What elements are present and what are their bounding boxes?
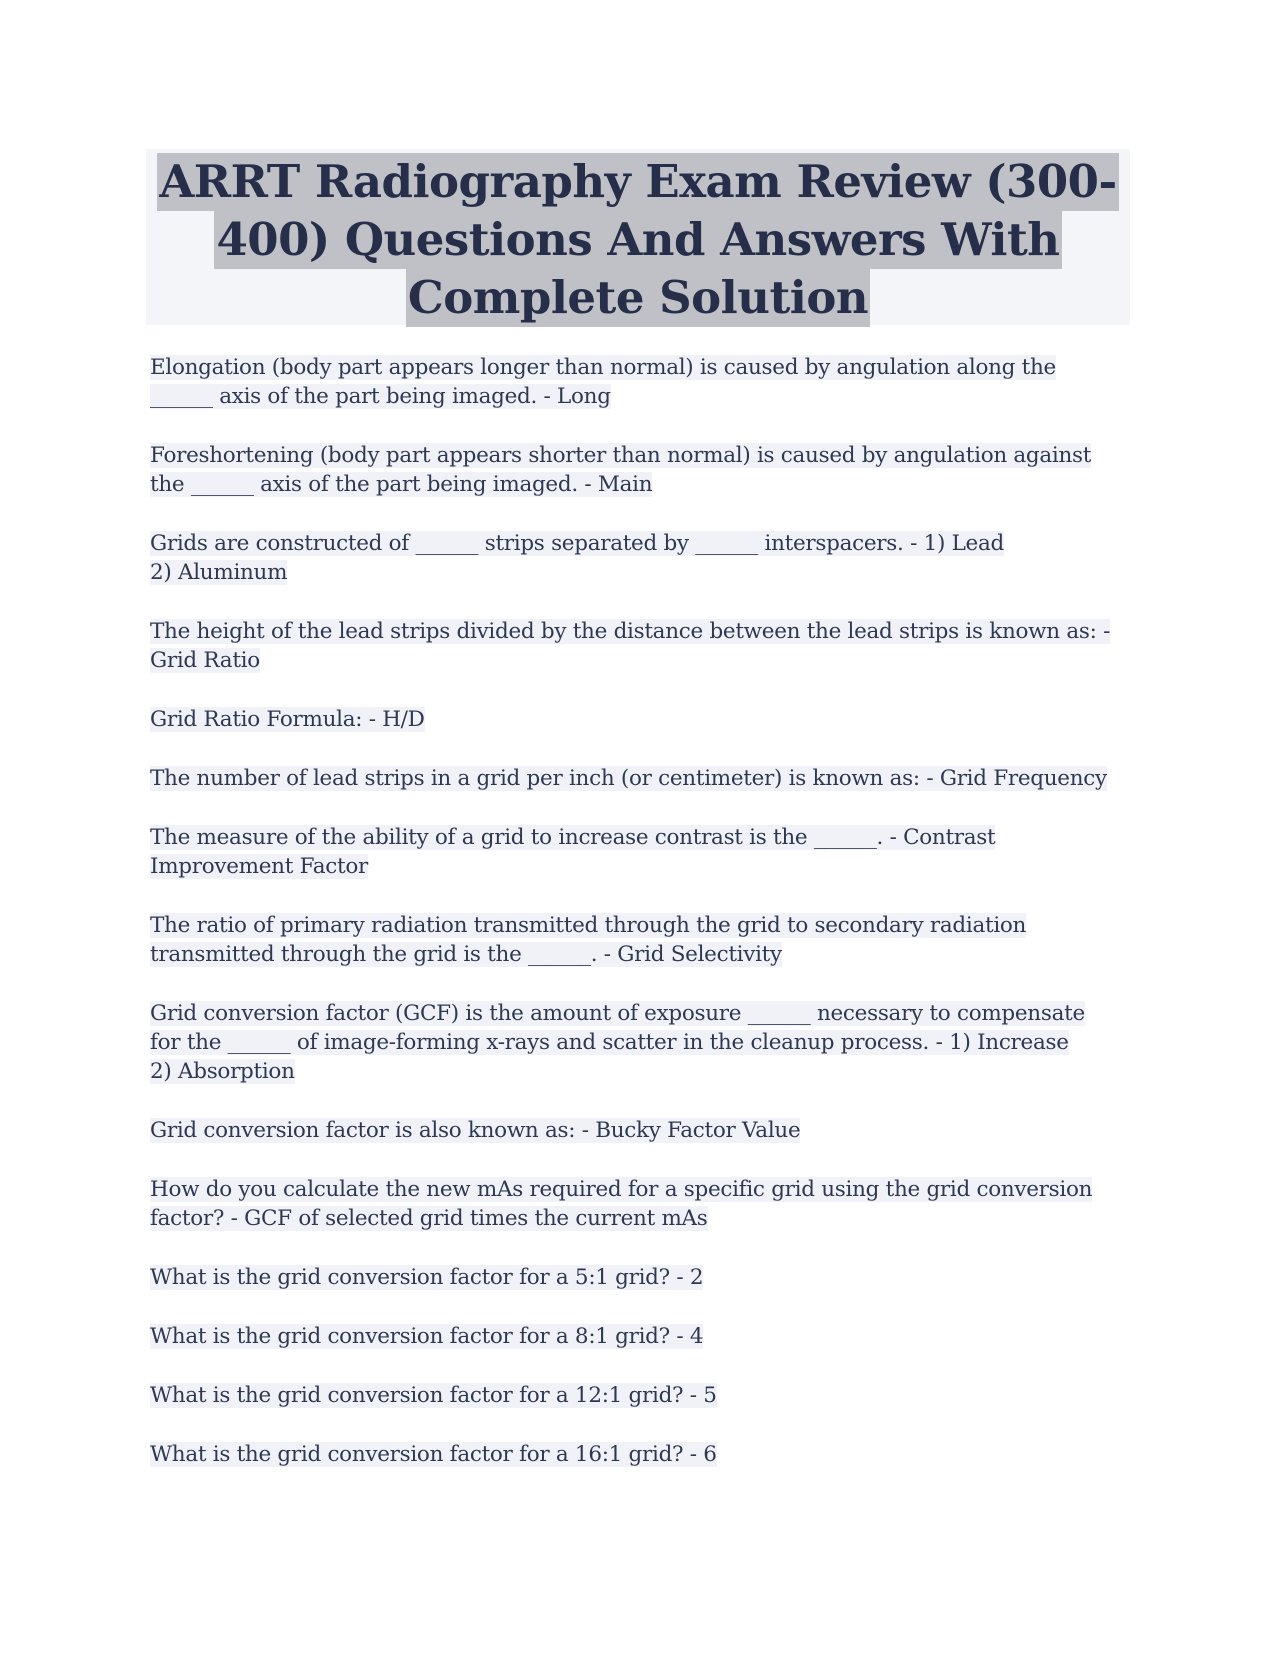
qa-item: [150, 1263, 1140, 1292]
qa-text: The ratio of primary radiation transmitted through the grid to secondary radiation transmitted through the grid is the ______. - Grid Selectivity: [150, 913, 1027, 967]
qa-item: [150, 529, 1140, 587]
qa-item: [150, 999, 1140, 1086]
qa-text: The number of lead strips in a grid per inch (or centimeter) is known as: - Grid Frequency: [150, 766, 1107, 791]
qa-item: [150, 1381, 1140, 1410]
qa-text: What is the grid conversion factor for a 8:1 grid? - 4: [150, 1324, 704, 1349]
qa-text: What is the grid conversion factor for a 5:1 grid? - 2: [150, 1265, 704, 1290]
qa-text: Grid conversion factor (GCF) is the amount of exposure ______ necessary to compensate for the ______ of image-forming x-rays and scatter in the cleanup process. - 1) Increase 2) Absorption: [150, 1001, 1085, 1084]
page-title-line-1: ARRT Radiography Exam Review (300-: [157, 153, 1118, 211]
qa-text: Foreshortening (body part appears shorter than normal) is caused by angulation against the ______ axis of the part being imaged. - Main: [150, 443, 1092, 497]
qa-text: Elongation (body part appears longer than normal) is caused by angulation along the ______ axis of the part being imaged. - Long: [150, 355, 1056, 409]
qa-item: [150, 1116, 1140, 1145]
qa-text: What is the grid conversion factor for a 16:1 grid? - 6: [150, 1442, 717, 1467]
qa-item: [150, 705, 1140, 734]
page-title-line-3: Complete Solution: [406, 269, 870, 327]
qa-text: Grid Ratio Formula: - H/D: [150, 707, 425, 732]
qa-item: [150, 441, 1140, 499]
title-block: [146, 149, 1130, 325]
qa-text: Grid conversion factor is also known as: - Bucky Factor Value: [150, 1118, 801, 1143]
qa-text: How do you calculate the new mAs required for a specific grid using the grid conversion factor? - GCF of selected grid times the current mAs: [150, 1177, 1093, 1231]
qa-item: [150, 353, 1140, 411]
qa-item: [150, 823, 1140, 881]
qa-text: The measure of the ability of a grid to increase contrast is the ______. - Contrast Improvement Factor: [150, 825, 996, 879]
qa-item: [150, 911, 1140, 969]
qa-text: What is the grid conversion factor for a 12:1 grid? - 5: [150, 1383, 717, 1408]
qa-item: [150, 764, 1140, 793]
qa-text: Grids are constructed of ______ strips separated by ______ interspacers. - 1) Lead 2) Aluminum: [150, 531, 1004, 585]
qa-list: [150, 353, 1140, 1499]
qa-item: [150, 1322, 1140, 1351]
qa-item: [150, 1175, 1140, 1233]
qa-item: [150, 617, 1140, 675]
qa-text: The height of the lead strips divided by the distance between the lead strips is known as: - Grid Ratio: [150, 619, 1111, 673]
qa-item: [150, 1440, 1140, 1469]
page-title-line-2: 400) Questions And Answers With: [214, 211, 1061, 269]
